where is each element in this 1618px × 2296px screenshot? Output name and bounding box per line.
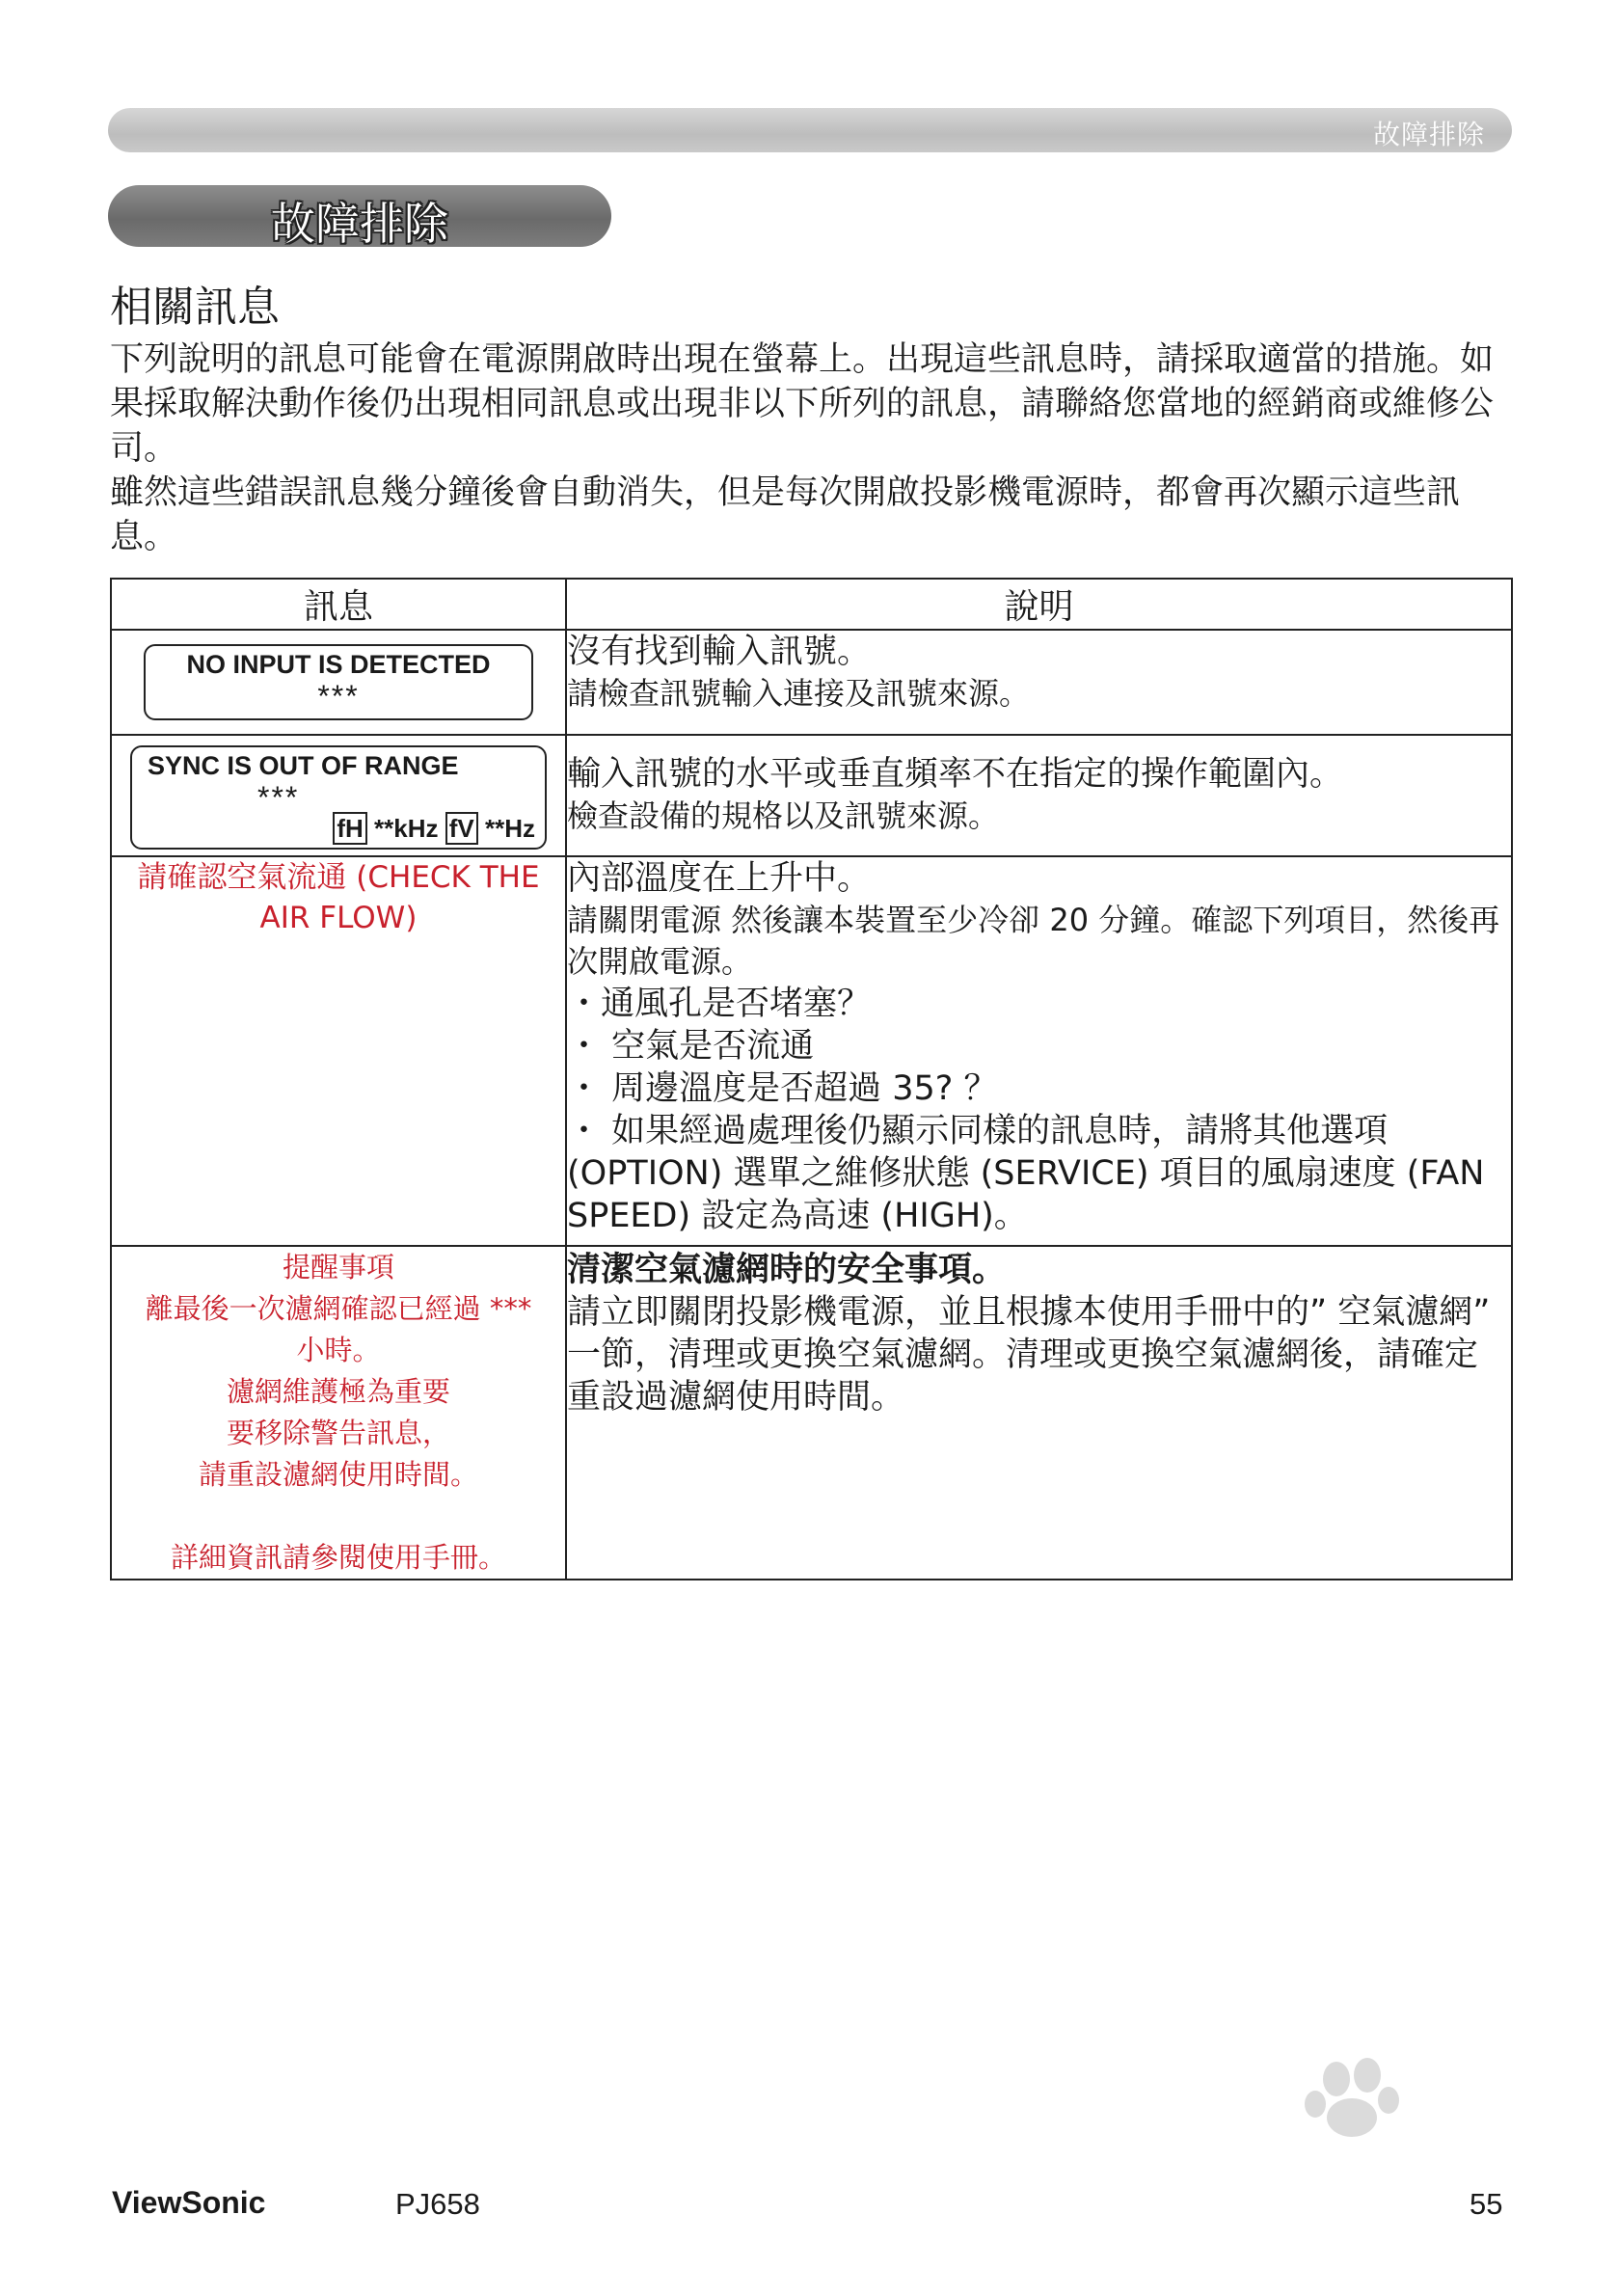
no-input-message-box xyxy=(144,644,533,720)
table-row xyxy=(111,735,1512,856)
header-title: 故障排除 xyxy=(1372,119,1485,150)
fv-value: **Hz xyxy=(484,814,535,843)
table-row xyxy=(111,630,1512,735)
fh-value: **kHz xyxy=(374,814,439,843)
frequency-readout xyxy=(132,814,545,848)
intro-paragraph-2: 雖然這些錯誤訊息幾分鐘後會自動消失，但是每次開啟投影機電源時，都會再次顯示這些訊息。 xyxy=(110,473,1461,556)
header-message: 訊息 xyxy=(111,579,566,630)
description-main: 清潔空氣濾網時的安全事項。 xyxy=(567,1251,1007,1289)
bullet-item: ・ 如果經過處理後仍顯示同樣的訊息時，請將其他選項 (OPTION) 選單之維修狀態 (SERVICE) 項目的風扇速度 (FAN SPEED) 設定為高速 (HIGH)。 xyxy=(567,1112,1485,1235)
message-cell xyxy=(111,1246,566,1580)
description-cell xyxy=(566,735,1512,856)
message-box-title: SYNC IS OUT OF RANGE xyxy=(148,751,459,780)
intro-paragraph-1: 下列說明的訊息可能會在電源開啟時出現在螢幕上。出現這些訊息時，請採取適當的措施。如果採取解決動作後仍出現相同訊息或出現非以下所列的訊息，請聯絡您當地的經銷商或維修公司。 xyxy=(110,340,1495,468)
reminder-line: 提醒事項 xyxy=(282,1251,394,1283)
section-title: 故障排除 xyxy=(271,198,448,250)
reminder-line: 小時。 xyxy=(296,1334,381,1366)
intro-text xyxy=(110,338,1518,559)
description-main: 沒有找到輸入訊號。 xyxy=(567,633,872,671)
message-box-stars: *** xyxy=(257,780,300,815)
description-cell xyxy=(566,630,1512,735)
reminder-line: 濾網維護極為重要 xyxy=(226,1375,450,1408)
reminder-line: 要移除警告訊息， xyxy=(226,1417,450,1449)
page-number: 55 xyxy=(1470,2187,1503,2221)
table-row xyxy=(111,856,1512,1246)
description-cell xyxy=(566,856,1512,1246)
table-row xyxy=(111,1246,1512,1580)
description-sub: 檢查設備的規格以及訊號來源。 xyxy=(567,797,1000,834)
bullet-item: ・ 空氣是否流通 xyxy=(567,1027,815,1066)
blank-line xyxy=(112,1496,565,1537)
check-air-flow-message: 請確認空氣流通 (CHECK THE AIR FLOW) xyxy=(137,860,540,935)
watermark-logo xyxy=(1153,2050,1520,2195)
description-main: 輸入訊號的水平或垂直頻率不在指定的操作範圍內。 xyxy=(567,755,1344,794)
message-cell xyxy=(111,856,566,1246)
sub-heading: 相關訊息 xyxy=(110,283,280,332)
section-title-pill xyxy=(108,185,611,250)
table-header-row xyxy=(111,579,1512,630)
reminder-line: 詳細資訊請參閱使用手冊。 xyxy=(170,1541,506,1574)
fh-label: fH xyxy=(333,812,366,845)
reminder-line: 離最後一次濾網確認已經過 *** xyxy=(145,1292,532,1325)
sync-out-of-range-message-box xyxy=(130,745,547,850)
bullet-item: ・ 周邊溫度是否超過 35? ？ xyxy=(567,1069,998,1108)
footer-brand: ViewSonic xyxy=(112,2185,266,2220)
header-bar xyxy=(108,108,1512,152)
reminder-line: 請重設濾網使用時間。 xyxy=(198,1458,478,1491)
header-description: 說明 xyxy=(566,579,1512,630)
fv-label: fV xyxy=(445,812,478,845)
description-cell xyxy=(566,1246,1512,1580)
description-sub: 請關閉電源 然後讓本裝置至少冷卻 20 分鐘。確認下列項目，然後再次開啟電源。 xyxy=(567,902,1500,980)
description-main: 內部溫度在上升中。 xyxy=(567,859,872,898)
description-sub: 請立即關閉投影機電源，並且根據本使用手冊中的” 空氣濾網” 一節，清理或更換空氣濾網。清理或更換空氣濾網後，請確定重設過濾網使用時間。 xyxy=(567,1293,1491,1417)
message-table xyxy=(110,578,1513,1580)
message-box-title: NO INPUT IS DETECTED xyxy=(186,650,491,679)
description-sub: 請檢查訊號輸入連接及訊號來源。 xyxy=(567,675,1031,712)
bullet-item: ・通風孔是否堵塞？ xyxy=(567,985,872,1023)
footer-model: PJ658 xyxy=(395,2187,480,2221)
message-cell xyxy=(111,735,566,856)
message-cell xyxy=(111,630,566,735)
message-box-stars: *** xyxy=(317,679,360,714)
